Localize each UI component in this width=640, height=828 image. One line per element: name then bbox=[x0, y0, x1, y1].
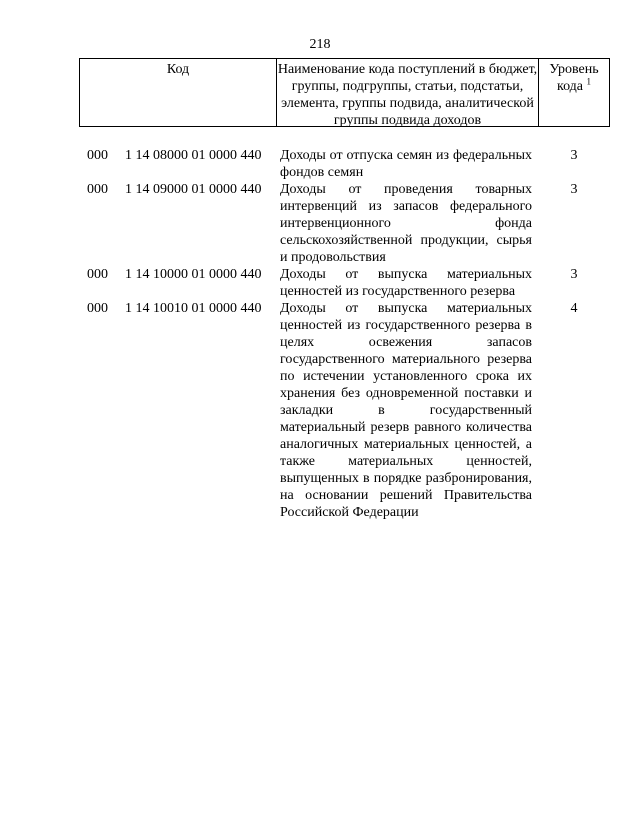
header-level bbox=[539, 59, 609, 126]
row-level: 4 bbox=[570, 301, 578, 316]
row-name: Доходы от отпуска семян из федеральных фондов семян bbox=[280, 148, 532, 180]
table-row bbox=[79, 266, 610, 300]
row-admin-code: 000 bbox=[87, 148, 108, 163]
row-revenue-code: 1 14 10010 01 0000 440 bbox=[125, 301, 262, 316]
row-name: Доходы от выпуска материальных ценностей из государственного резерва bbox=[280, 267, 532, 299]
row-name: Доходы от проведения товарных интервенций из запасов федерального интервенционного фонда сельскохозяйственной продукции, сырья и продовольствия bbox=[280, 182, 532, 265]
header-level-label: Уровень кода bbox=[549, 62, 599, 94]
header-name: Наименование кода поступлений в бюджет, группы, подгруппы, статьи, подстатьи, элемента, группы подвида, аналитической группы подвида доходов bbox=[277, 59, 539, 126]
row-level: 3 bbox=[570, 182, 578, 197]
row-admin-code: 000 bbox=[87, 182, 108, 197]
row-admin-code: 000 bbox=[87, 301, 108, 316]
table-row bbox=[79, 181, 610, 266]
table-body bbox=[79, 147, 610, 521]
page-number: 218 bbox=[309, 37, 331, 52]
row-level: 3 bbox=[570, 267, 578, 282]
header-level-footnote: 1 bbox=[586, 76, 592, 87]
row-revenue-code: 1 14 09000 01 0000 440 bbox=[125, 182, 262, 197]
table-row bbox=[79, 147, 610, 181]
row-name: Доходы от выпуска материальных ценностей из государственного резерва в целях освежения запасов государственного материального резерва по истечении установленного срока их хранения без одновременной поставки и закладки в государственный материальный резерв равного количества аналогичных материальных ценностей, а также материальных ценностей, выпущенных в порядке разбронирования, на основании решений Правительства Российской Федерации bbox=[280, 301, 532, 520]
row-level: 3 bbox=[570, 148, 578, 163]
row-revenue-code: 1 14 08000 01 0000 440 bbox=[125, 148, 262, 163]
row-admin-code: 000 bbox=[87, 267, 108, 282]
row-revenue-code: 1 14 10000 01 0000 440 bbox=[125, 267, 262, 282]
table-row bbox=[79, 300, 610, 521]
table-header bbox=[79, 58, 610, 127]
header-code: Код bbox=[80, 59, 277, 126]
